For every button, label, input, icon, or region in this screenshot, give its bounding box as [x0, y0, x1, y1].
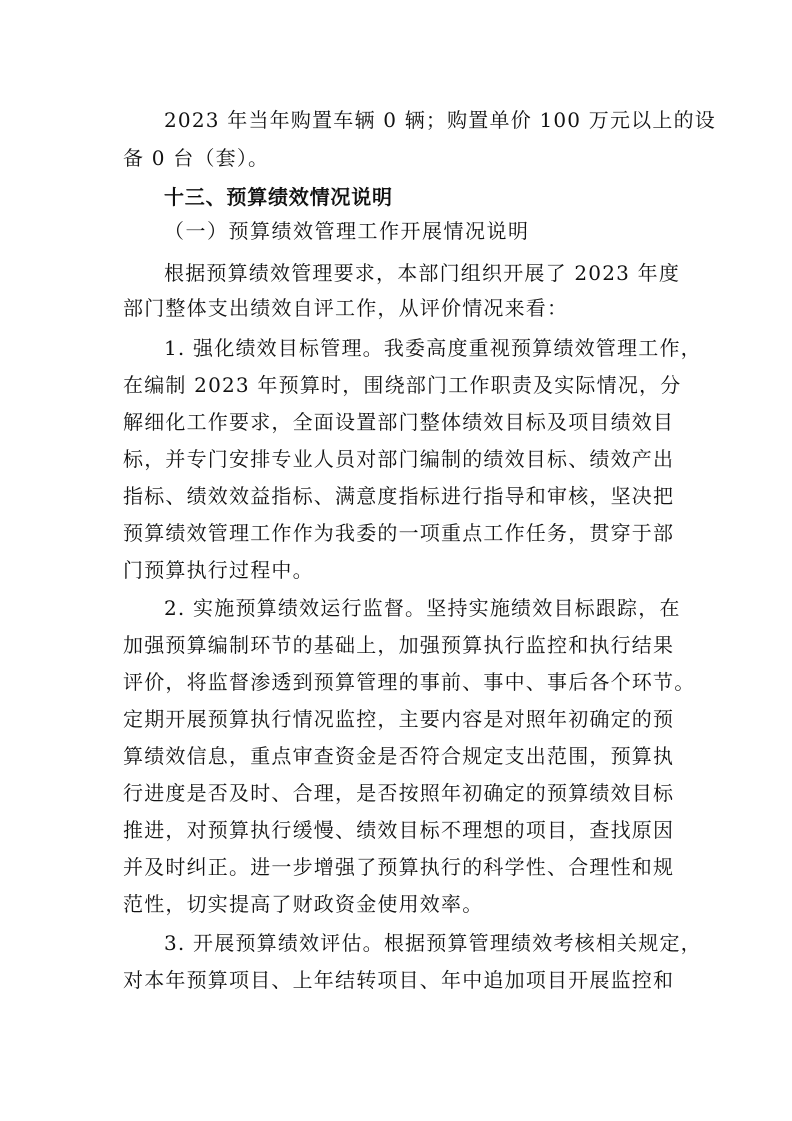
paragraph-line: 解细化工作要求，全面设置部门整体绩效目标及项目绩效目 — [123, 410, 675, 434]
paragraph-line: 推进，对预算执行缓慢、绩效目标不理想的项目，查找原因 — [123, 818, 675, 842]
paragraph-line: 根据预算绩效管理要求，本部门组织开展了 2023 年度 — [164, 261, 681, 285]
paragraph-line: 1. 强化绩效目标管理。我委高度重视预算绩效管理工作， — [164, 336, 702, 360]
paragraph-line: 指标、绩效效益指标、满意度指标进行指导和审核，坚决把 — [123, 484, 675, 508]
paragraph-line: 评价，将监督渗透到预算管理的事前、事中、事后各个环节。 — [123, 670, 696, 694]
paragraph-line: 在编制 2023 年预算时，围绕部门工作职责及实际情况，分 — [123, 373, 682, 397]
section-heading: 十三、预算绩效情况说明 — [164, 185, 393, 209]
paragraph-line: 定期开展预算执行情况监控，主要内容是对照年初确定的预 — [123, 707, 675, 731]
paragraph-line: 标，并专门安排专业人员对部门编制的绩效目标、绩效产出 — [123, 447, 675, 471]
paragraph-line: 范性，切实提高了财政资金使用效率。 — [123, 892, 484, 916]
subsection-heading: （一）预算绩效管理工作开展情况说明 — [164, 219, 530, 243]
paragraph-line: 门预算执行过程中。 — [123, 558, 314, 582]
paragraph-line: 2. 实施预算绩效运行监督。坚持实施绩效目标跟踪，在 — [164, 596, 681, 620]
paragraph-line: 3. 开展预算绩效评估。根据预算管理绩效考核相关规定， — [164, 931, 702, 955]
paragraph-line: 预算绩效管理工作作为我委的一项重点工作任务，贯穿于部 — [123, 521, 675, 545]
paragraph-line: 行进度是否及时、合理，是否按照年初确定的预算绩效目标 — [123, 781, 675, 805]
paragraph-line: 算绩效信息，重点审查资金是否符合规定支出范围，预算执 — [123, 744, 675, 768]
paragraph-line: 加强预算编制环节的基础上，加强预算执行监控和执行结果 — [123, 633, 675, 657]
paragraph-line: 2023 年当年购置车辆 0 辆；购置单价 100 万元以上的设 — [164, 108, 716, 132]
paragraph-line: 并及时纠正。进一步增强了预算执行的科学性、合理性和规 — [123, 855, 675, 879]
paragraph-line: 对本年预算项目、上年结转项目、年中追加项目开展监控和 — [123, 968, 675, 992]
paragraph-line: 部门整体支出绩效自评工作，从评价情况来看： — [123, 296, 569, 320]
paragraph-line: 备 0 台（套）。 — [123, 146, 270, 170]
